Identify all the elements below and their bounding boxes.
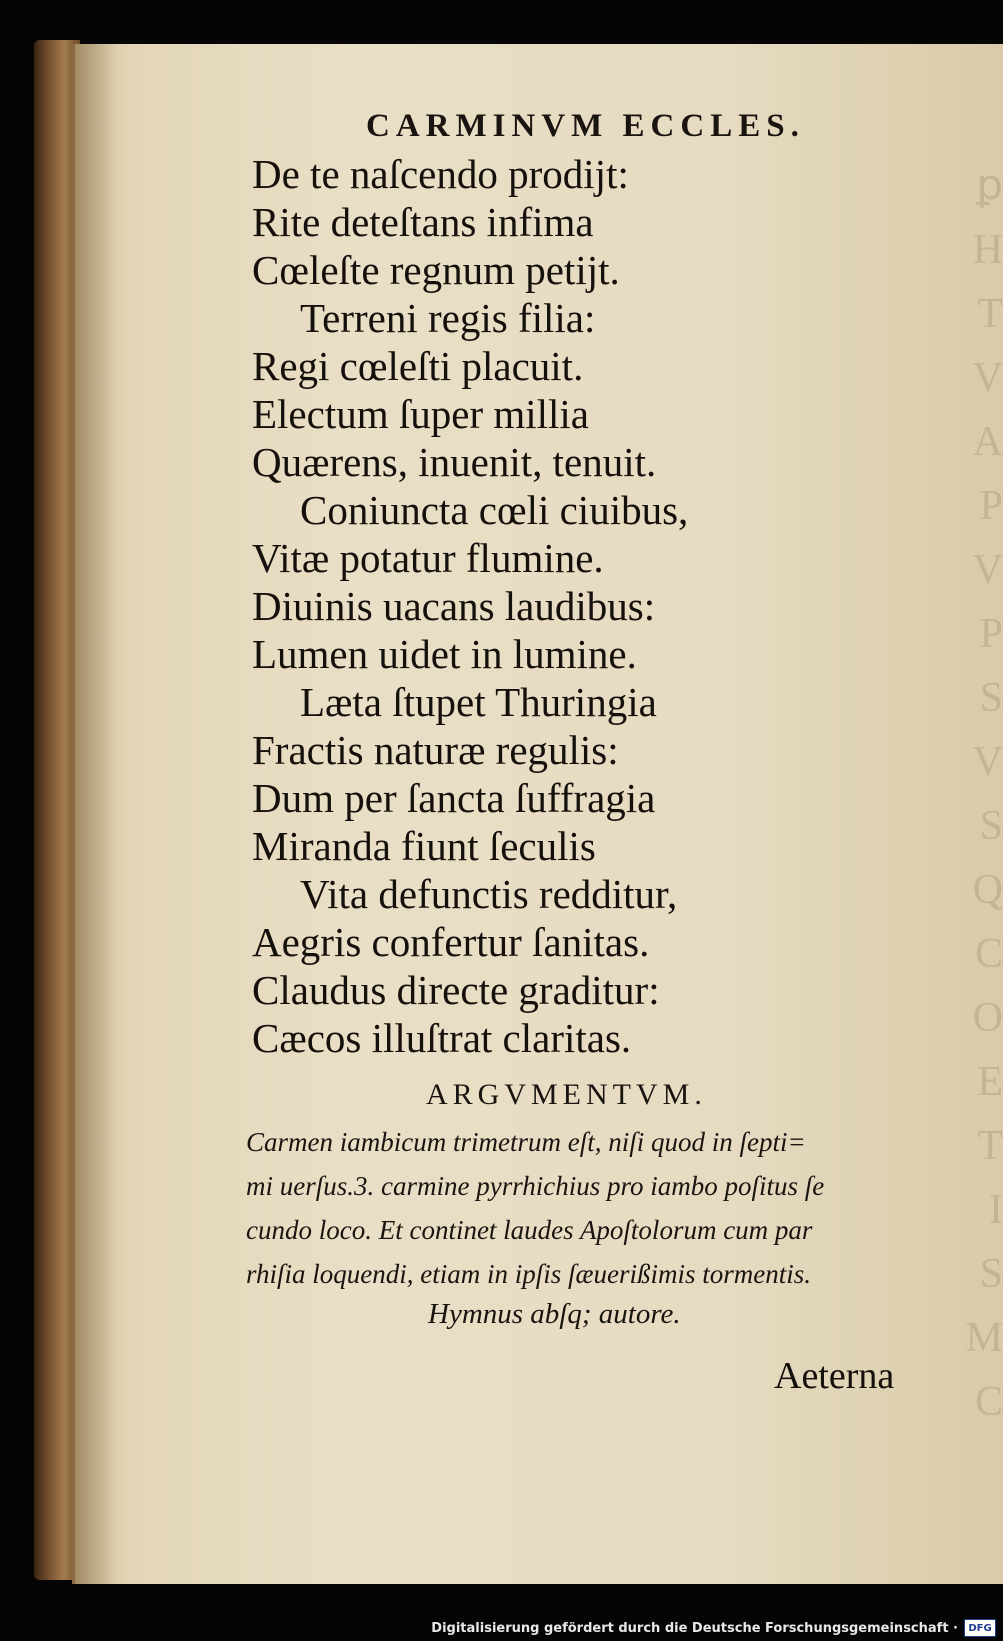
running-header: CARMINVM ECCLES. [366, 108, 805, 144]
verse-line: Quærens, inuenit, tenuit. [252, 439, 657, 485]
verse-line: Lumen uidet in lumine. [252, 631, 637, 677]
show-through-text: ꝑ H T V A P V P S V S Q C O E T I S M C [965, 163, 1003, 1425]
verse-line: Cæcos illuſtrat claritas. [252, 1015, 632, 1061]
dfg-logo-icon: DFG [964, 1619, 996, 1637]
verse-line: Regi cœleſti placuit. [252, 343, 584, 389]
hymn-title: Hymnus abſq; autore. [428, 1298, 681, 1330]
gutter-shadow [75, 44, 115, 1584]
verse-line: Claudus directe graditur: [252, 967, 660, 1013]
argument-heading: ARGVMENTVM. [426, 1078, 707, 1111]
hymn-verse [252, 150, 812, 1062]
verse-line: Fractis naturæ regulis: [252, 727, 619, 773]
verse-line: De te naſcendo prodijt: [252, 151, 629, 197]
verse-line: Vita defunctis redditur, [300, 871, 678, 917]
verse-line: Læta ſtupet Thuringia [300, 679, 657, 725]
digitization-credit [431, 1617, 996, 1639]
argument-text [246, 1120, 946, 1296]
verse-line: Dum per ſancta ſuffragia [252, 775, 656, 821]
verse-line: Cœleſte regnum petijt. [252, 247, 620, 293]
argument-line: cundo loco. Et continet laudes Apoſtolorum cum par [246, 1215, 813, 1245]
verse-line: Rite deteſtans infima [252, 199, 594, 245]
verse-line: Coniuncta cœli ciuibus, [300, 487, 689, 533]
catchword: Aeterna [774, 1355, 895, 1397]
verse-line: Aegris confertur ſanitas. [252, 919, 650, 965]
argument-line: mi uerſus.3. carmine pyrrhichius pro iambo poſitus ſe [246, 1171, 825, 1201]
argument-line: rhiſia loquendi, etiam in ipſis ſæuerißimis tormentis. [246, 1259, 812, 1289]
verse-line: Miranda fiunt ſeculis [252, 823, 596, 869]
credit-text: Digitalisierung gefördert durch die Deutsche Forschungsgemeinschaft · [431, 1620, 958, 1636]
verse-line: Terreni regis filia: [300, 295, 596, 341]
verse-line: Diuinis uacans laudibus: [252, 583, 656, 629]
argument-line: Carmen iambicum trimetrum eſt, niſi quod in ſepti= [246, 1127, 806, 1157]
verse-line: Electum ſuper millia [252, 391, 590, 437]
verse-line: Vitæ potatur flumine. [252, 535, 604, 581]
